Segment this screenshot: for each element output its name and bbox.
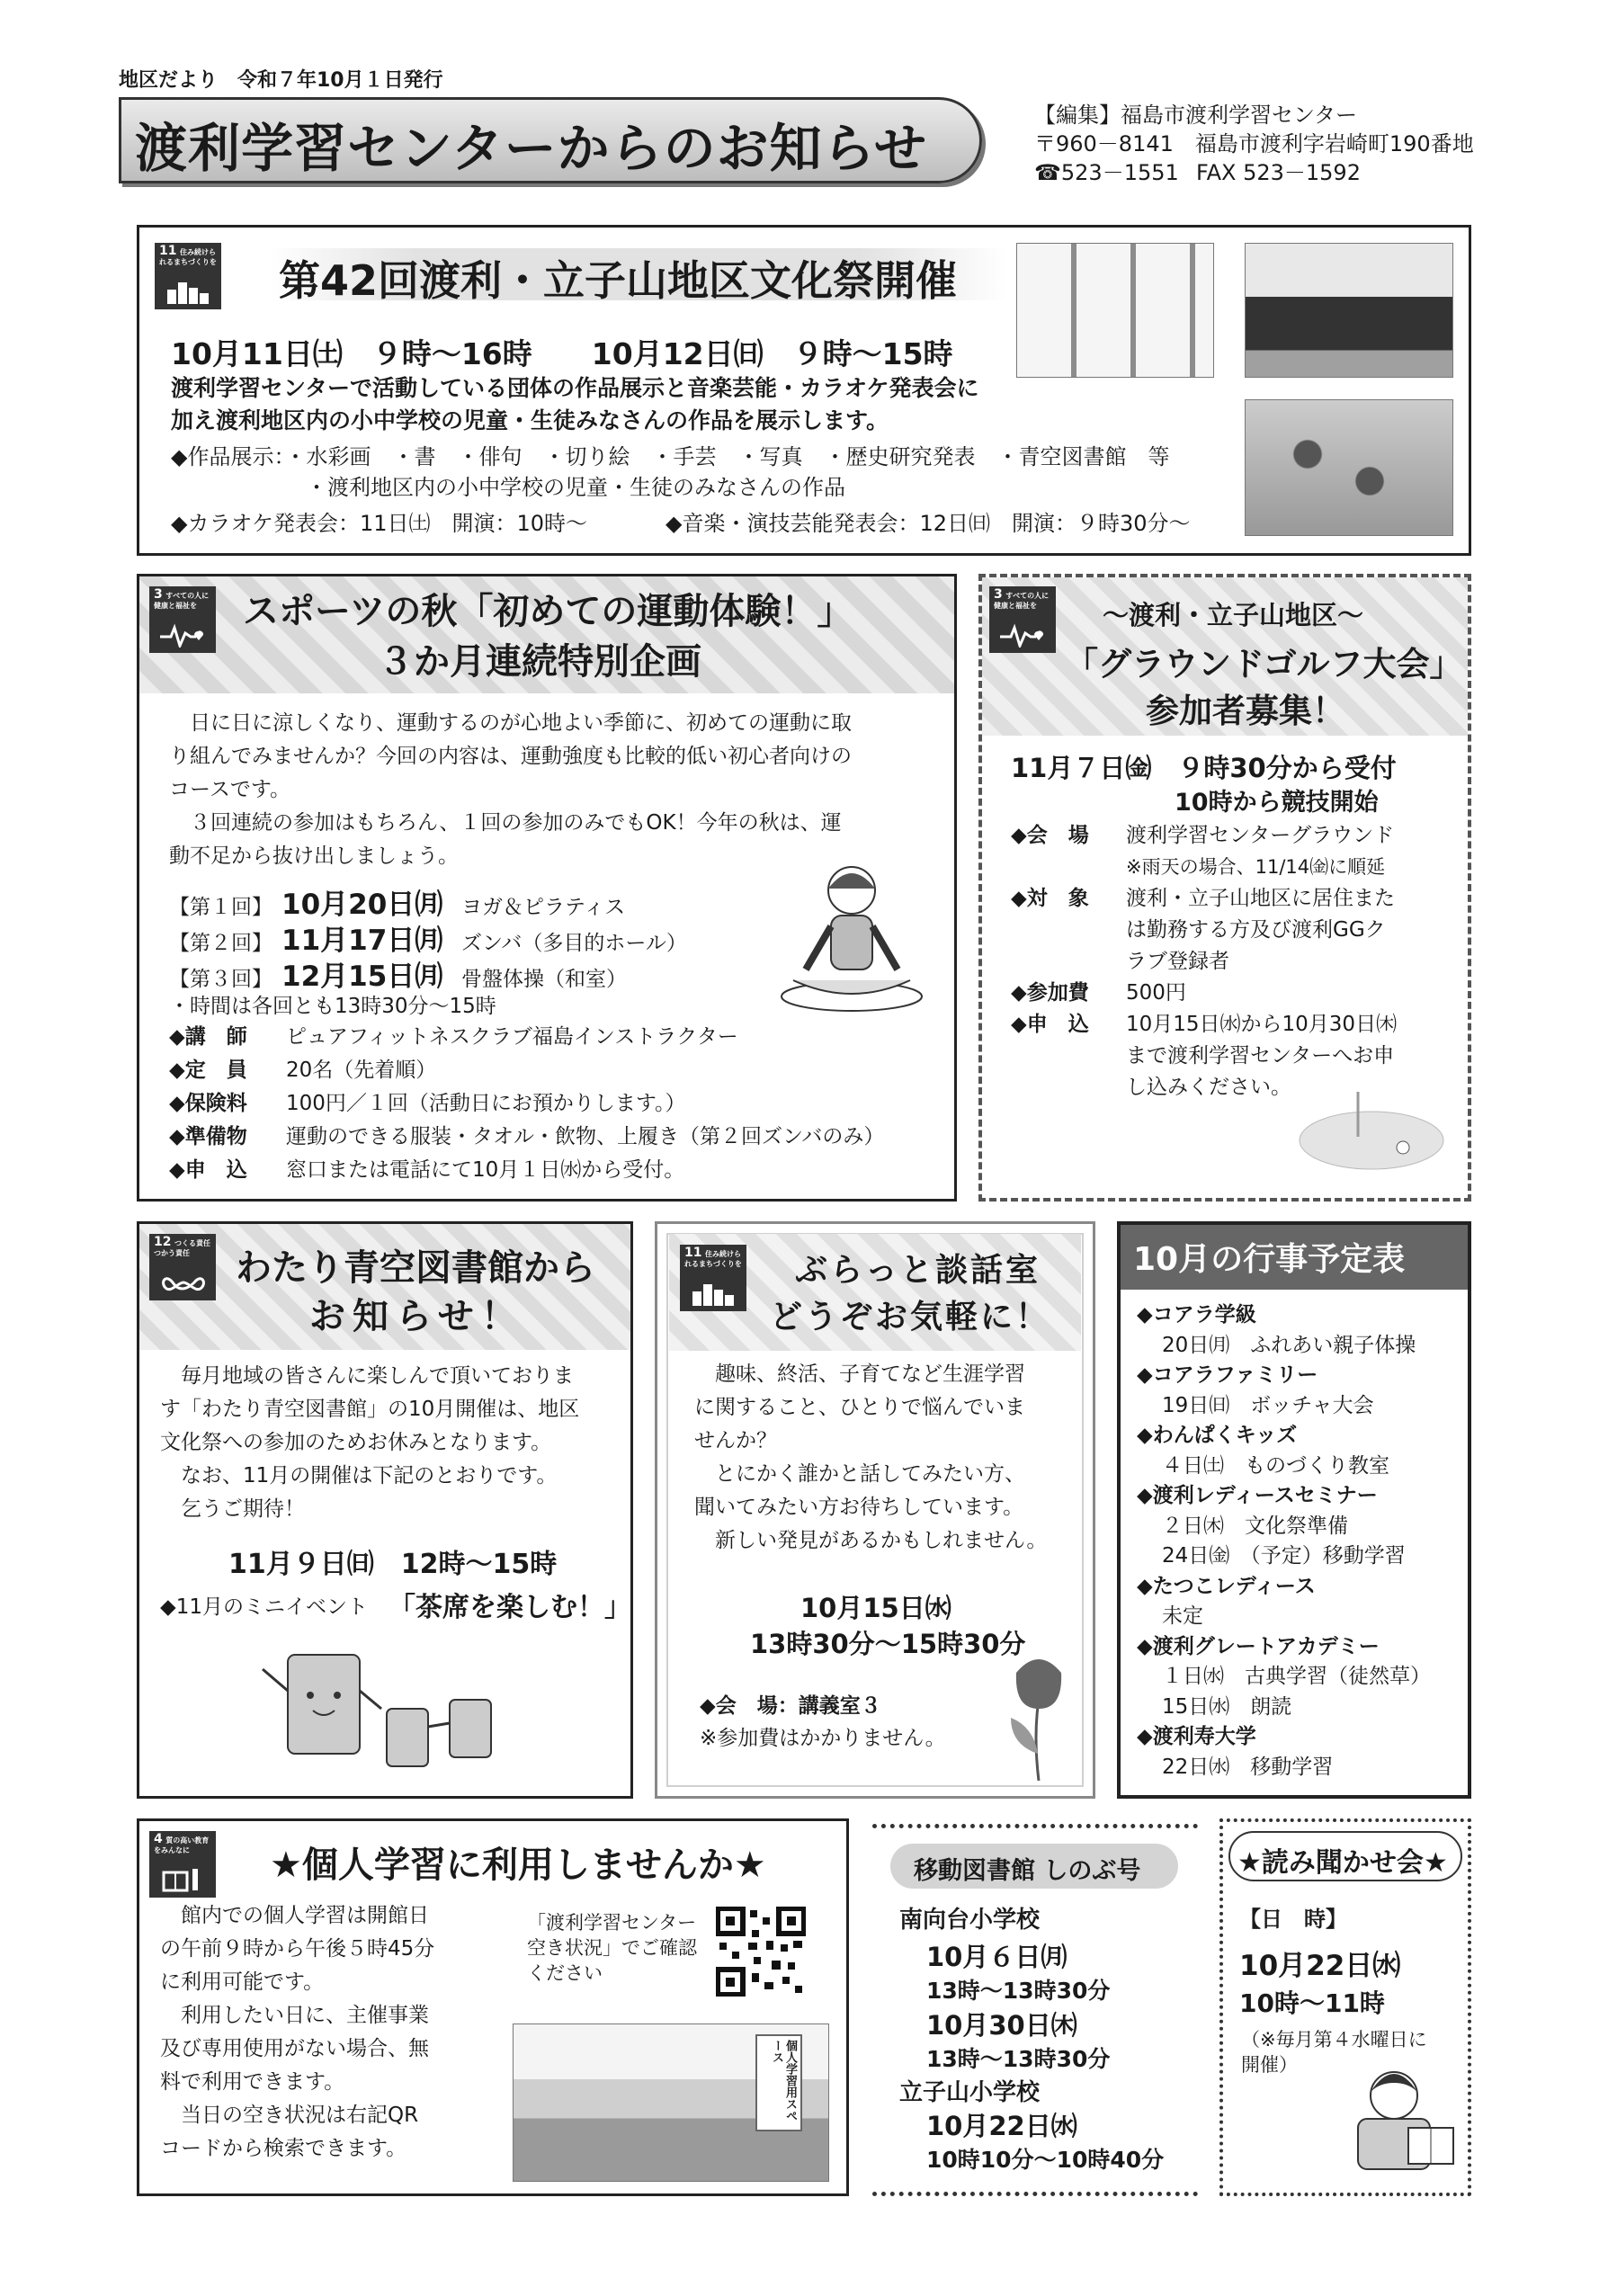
school1-time-1: 13時～13時30分 bbox=[926, 1978, 1111, 2004]
library-body bbox=[160, 1360, 579, 1526]
library-body-line: 文化祭への参加のためお休みとなります。 bbox=[160, 1431, 552, 1454]
schedule-title: 10月の行事予定表 bbox=[1133, 1241, 1406, 1278]
session-row: 【第３回】 12月15日㈪ 骨盤体操（和室） bbox=[169, 960, 627, 993]
sdg-badge-3: 3 すべての人に健康と福祉を bbox=[149, 586, 216, 653]
golf-date-2: 10時から競技開始 bbox=[1175, 789, 1379, 817]
reading-time: 10時～11時 bbox=[1239, 1988, 1385, 2018]
mobile-library-title: 移動図書館 しのぶ号 bbox=[914, 1857, 1141, 1885]
schedule-group: ◆コアラファミリー bbox=[1137, 1363, 1318, 1387]
schedule-event: 24日㈮ （予定）移動学習 bbox=[1162, 1544, 1406, 1568]
library-body-line: 毎月地域の皆さんに楽しんで頂いておりま bbox=[160, 1364, 574, 1388]
sports-body-line: 日に日に涼しくなり、運動するのが心地よい季節に、初めての運動に取 bbox=[169, 711, 852, 735]
talk-date: 10月15日㈬ bbox=[800, 1593, 951, 1623]
reading-note-2: 開催） bbox=[1241, 2054, 1298, 2076]
festival-works-2: ・渡利地区内の小中学校の児童・生徒のみなさんの作品 bbox=[306, 475, 845, 500]
reading-title: ★読み聞かせ会★ bbox=[1237, 1847, 1448, 1879]
festival-title: 第42回渡利・立子山地区文化祭開催 bbox=[279, 256, 958, 305]
festival-photo-hall bbox=[1245, 399, 1453, 536]
reading-note-1: （※毎月第４水曜日に bbox=[1241, 2029, 1427, 2050]
schedule-event: 22日㈬ 移動学習 bbox=[1162, 1755, 1334, 1779]
sports-title-2: ３か月連続特別企画 bbox=[378, 641, 701, 683]
library-body-line: 乞うご期待！ bbox=[160, 1497, 305, 1521]
schedule-group: ◆渡利レディースセミナー bbox=[1137, 1484, 1378, 1507]
tel-info: ☎523－1551 bbox=[1034, 160, 1179, 185]
schedule-event: １日㈬ 古典学習（徒然草） bbox=[1162, 1665, 1431, 1688]
schedule-event: ４日㈯ ものづくり教室 bbox=[1162, 1453, 1389, 1478]
issue-date: 地区だより 令和７年10月１日発行 bbox=[119, 69, 443, 92]
reading-label: 【日 時】 bbox=[1239, 1907, 1347, 1932]
detail-row: ◆保険料 100円／１回（活動日にお預かりします。） bbox=[169, 1092, 686, 1115]
session-row: 【第１回】 10月20日㈪ ヨガ＆ピラティス bbox=[169, 889, 626, 921]
school-name-2: 立子山小学校 bbox=[899, 2079, 1041, 2106]
reading-lady-illustration bbox=[1331, 2059, 1466, 2185]
sports-body-line: り組んでみませんか？今回の内容は、運動強度も比較的低い初心者向けの bbox=[169, 745, 852, 768]
library-title-1: わたり青空図書館から bbox=[236, 1247, 595, 1289]
schedule-event: ２日㈭ 文化祭準備 bbox=[1162, 1514, 1348, 1538]
schedule-event: 19日㈰ ボッチャ大会 bbox=[1162, 1393, 1374, 1417]
sports-body-line: 動不足から抜け出しましょう。 bbox=[169, 844, 459, 868]
talk-body-line: せんか？ bbox=[694, 1429, 777, 1452]
study-body-line: の午前９時から午後５時45分 bbox=[160, 1937, 435, 1961]
festival-desc-1: 渡利学習センターで活動している団体の作品展示と音楽芸能・カラオケ発表会に bbox=[171, 375, 979, 401]
golf-date-1: 11月７日㈮ ９時30分から受付 bbox=[1011, 753, 1397, 783]
city-icon bbox=[165, 279, 210, 304]
talk-time: 13時30分～15時30分 bbox=[750, 1629, 1026, 1659]
golf-green-illustration bbox=[1295, 1085, 1448, 1175]
reading-date: 10月22日㈬ bbox=[1239, 1950, 1401, 1982]
library-event-label: ◆11月のミニイベント bbox=[160, 1595, 368, 1619]
talk-venue: ◆会 場：講義室３ bbox=[700, 1694, 881, 1718]
study-body-line: に利用可能です。 bbox=[160, 1970, 325, 1994]
heartbeat-icon bbox=[160, 622, 205, 648]
study-body-line: 館内での個人学習は開館日 bbox=[160, 1904, 429, 1927]
detail-row: ◆申 込 窓口または電話にて10月１日㈬から受付。 bbox=[169, 1158, 685, 1182]
festival-music: ◆音楽・演技芸能発表会：12日㈰ 開演：９時30分～ bbox=[666, 511, 1191, 536]
study-body-line: コードから検索できます。 bbox=[160, 2137, 407, 2160]
talk-title-2: どうぞお気軽に！ bbox=[770, 1299, 1051, 1336]
festival-works-1: ◆作品展示：・水彩画 ・書 ・俳句 ・切り絵 ・手芸 ・写真 ・歴史研究発表 ・青空図書館 等 bbox=[171, 444, 1170, 469]
city-icon bbox=[691, 1281, 736, 1306]
golf-details bbox=[1011, 820, 1397, 1103]
study-body bbox=[160, 1899, 434, 2166]
golf-detail-row: ◆申 込 10月15日㈬から10月30日㈭ まで渡利学習センターへお申 し込みください。 bbox=[1011, 1013, 1398, 1099]
library-date: 11月９日㈰ 12時～15時 bbox=[228, 1549, 558, 1580]
study-body-line: 当日の空き状況は右記QR bbox=[160, 2104, 419, 2127]
golf-detail-row: ◆参加費 500円 bbox=[1011, 981, 1186, 1005]
schedule-event: 未定 bbox=[1162, 1604, 1203, 1628]
festival-photo-stage bbox=[1245, 243, 1453, 378]
session-row: 【第２回】 11月17日㈪ ズンバ（多目的ホール） bbox=[169, 925, 687, 957]
schedule-group: ◆渡利寿大学 bbox=[1137, 1725, 1256, 1748]
fax-info: FAX 523－1592 bbox=[1196, 160, 1361, 185]
qr-code[interactable] bbox=[716, 1907, 806, 1997]
schedule-group: ◆コアラ学級 bbox=[1137, 1303, 1256, 1327]
schedule-event: 15日㈬ 朗読 bbox=[1162, 1694, 1292, 1719]
school2-date-1: 10月22日㈬ bbox=[926, 2111, 1077, 2141]
talk-fee: ※参加費はかかりません。 bbox=[700, 1727, 946, 1750]
heartbeat-icon bbox=[1000, 622, 1045, 648]
session-time: ・時間は各回とも13時30分～15時 bbox=[169, 995, 496, 1018]
editor-info: 【編集】福島市渡利学習センター bbox=[1034, 103, 1358, 128]
sports-body bbox=[169, 707, 852, 873]
study-title: ★個人学習に利用しませんか★ bbox=[270, 1845, 766, 1886]
sdg-badge-11: 11 住み続けられるまちづくりを bbox=[680, 1245, 746, 1311]
golf-detail-row: ◆対 象 渡利・立子山地区に居住また は勤務する方及び渡利GGク ラブ登録者 bbox=[1011, 887, 1395, 973]
book-pencil-icon bbox=[160, 1867, 205, 1892]
sports-sessions bbox=[169, 881, 687, 1023]
school1-date-1: 10月６日㈪ bbox=[926, 1942, 1068, 1972]
sdg-badge-3: 3 すべての人に健康と福祉を bbox=[989, 586, 1056, 653]
school1-time-2: 13時～13時30分 bbox=[926, 2046, 1111, 2072]
study-body-line: 料で利用できます。 bbox=[160, 2070, 345, 2094]
schedule-event: 20日㈪ ふれあい親子体操 bbox=[1162, 1333, 1416, 1357]
talk-body-line: 趣味、終活、子育てなど生涯学習 bbox=[694, 1362, 1025, 1386]
festival-dates: 10月11日㈯ ９時～16時 10月12日㈰ ９時～15時 bbox=[171, 336, 953, 371]
talk-body-line: 聞いてみたい方お待ちしています。 bbox=[694, 1496, 1024, 1519]
talk-title-1: ぶらっと談話室 bbox=[795, 1252, 1041, 1289]
schedule-group: ◆わんぱくキッズ bbox=[1137, 1424, 1298, 1447]
detail-row: ◆定 員 20名（先着順） bbox=[169, 1059, 437, 1082]
talk-body-line: とにかく誰かと話してみたい方、 bbox=[694, 1462, 1025, 1486]
page-title: 渡利学習センターからのお知らせ bbox=[135, 118, 927, 179]
schedule-group: ◆渡利グレートアカデミー bbox=[1137, 1634, 1380, 1658]
school1-date-2: 10月30日㈭ bbox=[926, 2010, 1077, 2041]
golf-title-3: 参加者募集！ bbox=[1146, 692, 1345, 730]
golf-detail-row: ◆会 場 渡利学習センターグラウンド ※雨天の場合、11/14㈮に順延 bbox=[1011, 824, 1395, 878]
study-body-line: 利用したい日に、主催事業 bbox=[160, 2004, 429, 2027]
infinity-icon bbox=[160, 1270, 205, 1295]
sdg-badge-4: 4 質の高い教育をみんなに bbox=[149, 1831, 216, 1898]
school2-time-1: 10時10分～10時40分 bbox=[926, 2147, 1165, 2173]
festival-karaoke: ◆カラオケ発表会：11日㈯ 開演：10時～ bbox=[171, 511, 588, 536]
detail-row: ◆講 師 ピュアフィットネスクラブ福島インストラクター bbox=[169, 1025, 738, 1049]
tulip-illustration bbox=[998, 1655, 1079, 1790]
yoga-person-illustration bbox=[775, 854, 928, 1016]
library-body-line: なお、11月の開催は下記のとおりです。 bbox=[160, 1464, 558, 1487]
study-sign: 個人学習用スペース bbox=[755, 2034, 802, 2131]
schedule-list bbox=[1137, 1300, 1431, 1782]
library-body-line: す「わたり青空図書館」の10月開催は、地区 bbox=[160, 1398, 580, 1421]
sports-body-line: ３回連続の参加はもちろん、１回の参加のみでもOK！今年の秋は、運 bbox=[169, 811, 842, 835]
school-name-1: 南向台小学校 bbox=[899, 1907, 1041, 1934]
festival-photo-exhibit bbox=[1016, 243, 1214, 378]
sports-body-line: コースです。 bbox=[169, 778, 291, 801]
sdg-badge-12: 12 つくる責任つかう責任 bbox=[149, 1234, 216, 1300]
festival-desc-2: 加え渡利地区内の小中学校の児童・生徒みなさんの作品を展示します。 bbox=[171, 407, 889, 433]
book-characters-illustration bbox=[252, 1637, 540, 1781]
sports-details bbox=[169, 1020, 884, 1186]
study-body-line: 及び専用使用がない場合、無 bbox=[160, 2037, 429, 2060]
sdg-badge-11: 11 住み続けられるまちづくりを bbox=[155, 243, 221, 309]
talk-body-line: 新しい発見があるかもしれません。 bbox=[694, 1529, 1048, 1552]
talk-body bbox=[694, 1358, 1047, 1558]
schedule-group: ◆たつこレディース bbox=[1137, 1574, 1316, 1598]
library-title-2: お知らせ！ bbox=[309, 1296, 524, 1337]
address-info: 〒960－8141 福島市渡利字岩崎町190番地 bbox=[1034, 131, 1474, 156]
qr-note: 「渡利学習センター 空き状況」でご確認 ください bbox=[527, 1912, 697, 1984]
golf-title-2: 「グラウンドゴルフ大会」 bbox=[1065, 645, 1463, 683]
sports-title-1: スポーツの秋「初めての運動体験！」 bbox=[243, 591, 853, 632]
golf-title-1: ～渡利・立子山地区～ bbox=[1103, 600, 1364, 630]
talk-body-line: に関すること、ひとりで悩んでいま bbox=[694, 1396, 1025, 1419]
library-event: 「茶席を楽しむ！」 bbox=[389, 1592, 631, 1623]
detail-row: ◆準備物 運動のできる服装・タオル・飲物、上履き（第２回ズンバのみ） bbox=[169, 1125, 885, 1148]
